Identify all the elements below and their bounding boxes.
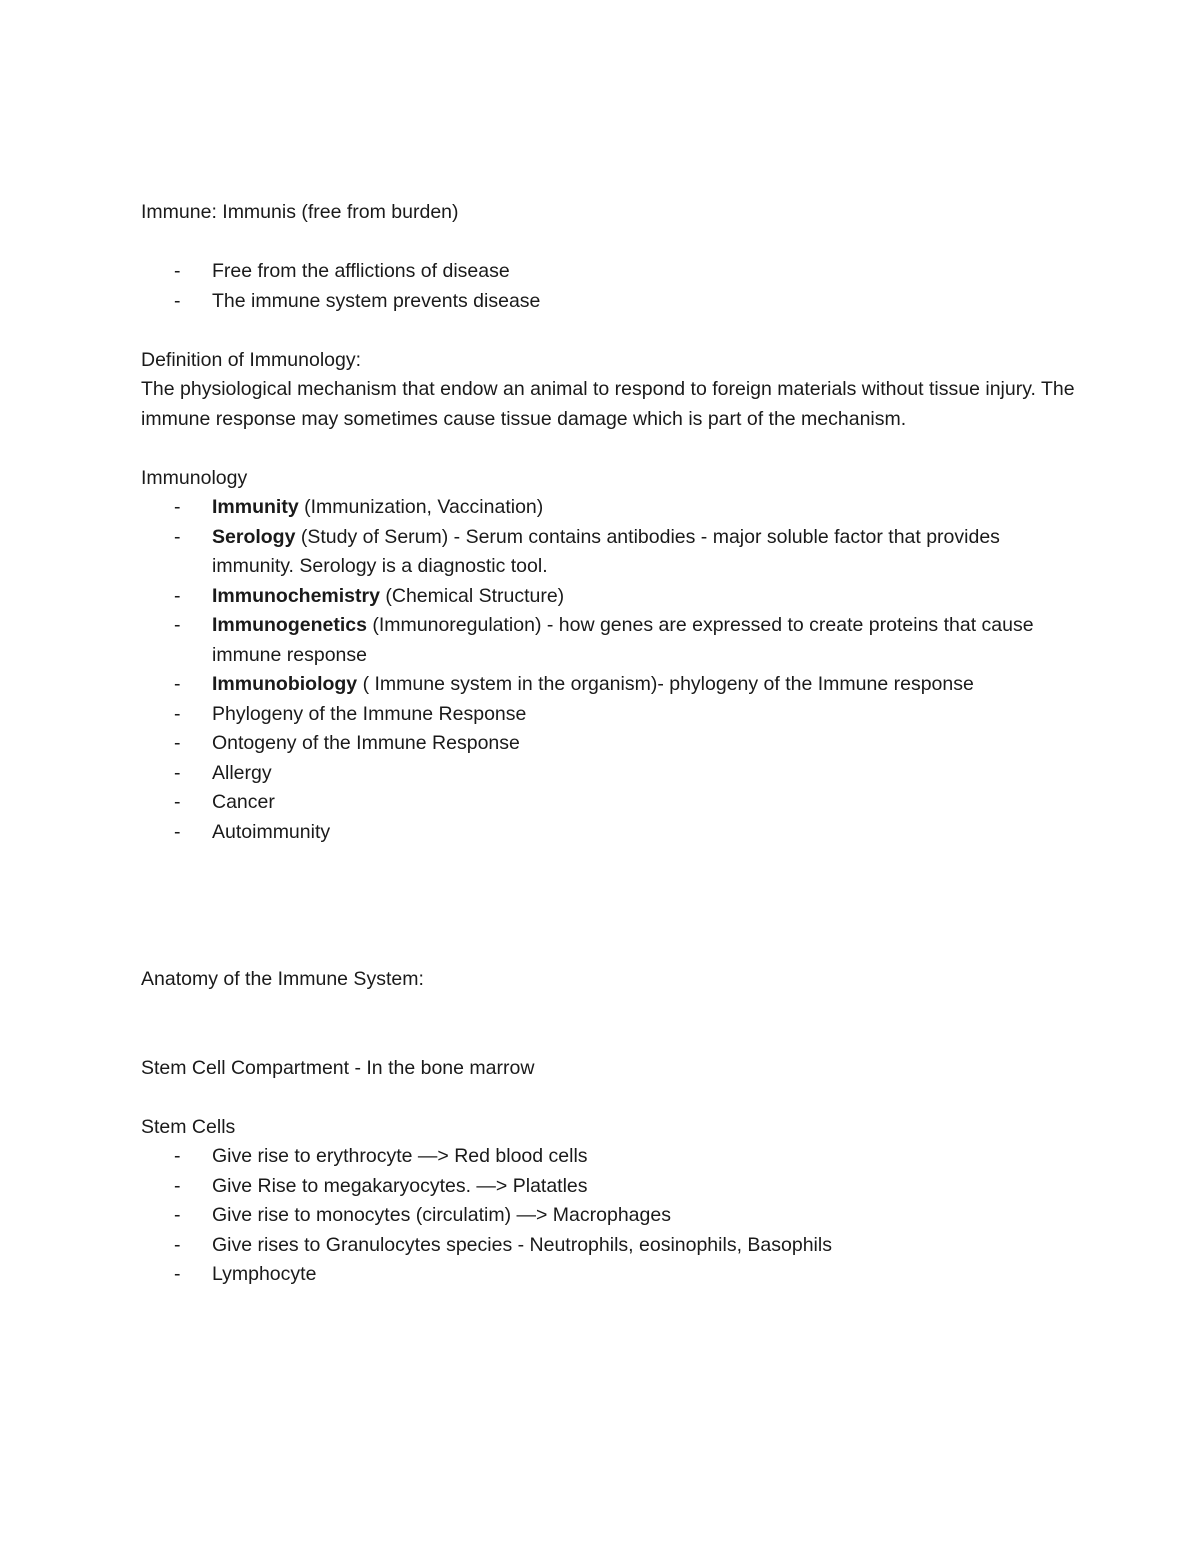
dash-bullet: - [174, 1145, 181, 1167]
list-item: - Autoimmunity [141, 818, 1081, 848]
list-item: - Serology (Study of Serum) - Serum contains antibodies - major soluble factor that provides immunity. Serology is a diagnostic tool. [141, 523, 1081, 582]
term: Immunity [212, 496, 299, 518]
term: Immunogenetics [212, 614, 367, 636]
dash-bullet: - [174, 260, 181, 282]
stem-compartment-text: Stem Cell Compartment - In the bone marrow [141, 1056, 535, 1079]
dash-bullet: - [174, 584, 181, 607]
dash-bullet: - [174, 820, 181, 843]
list-item: - Immunochemistry (Chemical Structure) [141, 582, 1081, 612]
dash-bullet: - [174, 732, 181, 754]
dash-bullet: - [174, 761, 181, 784]
immunology-list [141, 493, 1081, 847]
list-item: - Free from the afflictions of disease [141, 257, 1081, 287]
list-item: - Ontogeny of the Immune Response [141, 729, 1081, 759]
immunology-heading: Immunology [141, 466, 248, 489]
anatomy-heading: Anatomy of the Immune System: [141, 968, 424, 990]
section-heading-immune: Immune: Immunis (free from burden) [141, 201, 459, 223]
list-item: - Give rise to monocytes (circulatim) —> Macrophages [141, 1201, 1081, 1231]
list-item: - Lymphocyte [141, 1260, 1081, 1290]
list-item: - The immune system prevents disease [141, 287, 1081, 317]
definition-body: The physiological mechanism that endow an animal to respond to foreign materials without tissue injury. The immune response may sometimes cause tissue damage which is part of the mechanism. [141, 378, 1075, 430]
list-item: - Allergy [141, 759, 1081, 789]
dash-bullet: - [174, 1263, 181, 1285]
list-item: - Immunobiology ( Immune system in the organism)- phylogeny of the Immune response [141, 670, 1081, 700]
stem-cells-heading: Stem Cells [141, 1115, 236, 1138]
list-item: - Give rises to Granulocytes species - Neutrophils, eosinophils, Basophils [141, 1231, 1081, 1261]
list-item: - Immunity (Immunization, Vaccination) [141, 493, 1081, 523]
dash-bullet: - [174, 289, 181, 312]
term: Immunobiology [212, 673, 358, 695]
dash-bullet: - [174, 1174, 181, 1197]
list-item: - Give Rise to megakaryocytes. —> Platatles [141, 1172, 1081, 1202]
list-item: - Phylogeny of the Immune Response [141, 700, 1081, 730]
immune-list [141, 257, 1081, 316]
term: Serology [212, 525, 296, 548]
document-body [141, 198, 1081, 1290]
dash-bullet: - [174, 1233, 181, 1256]
term: Immunochemistry [212, 584, 380, 607]
dash-bullet: - [174, 702, 181, 725]
dash-bullet: - [174, 614, 181, 636]
dash-bullet: - [174, 791, 181, 813]
list-item: - Immunogenetics (Immunoregulation) - how genes are expressed to create proteins that cause immune response [141, 611, 1081, 670]
dash-bullet: - [174, 496, 181, 518]
definition-heading: Definition of Immunology: [141, 348, 362, 371]
stem-cells-list [141, 1142, 1081, 1290]
list-item: - Give rise to erythrocyte —> Red blood cells [141, 1142, 1081, 1172]
dash-bullet: - [174, 1204, 181, 1226]
list-item: - Cancer [141, 788, 1081, 818]
dash-bullet: - [174, 673, 181, 695]
dash-bullet: - [174, 525, 181, 548]
